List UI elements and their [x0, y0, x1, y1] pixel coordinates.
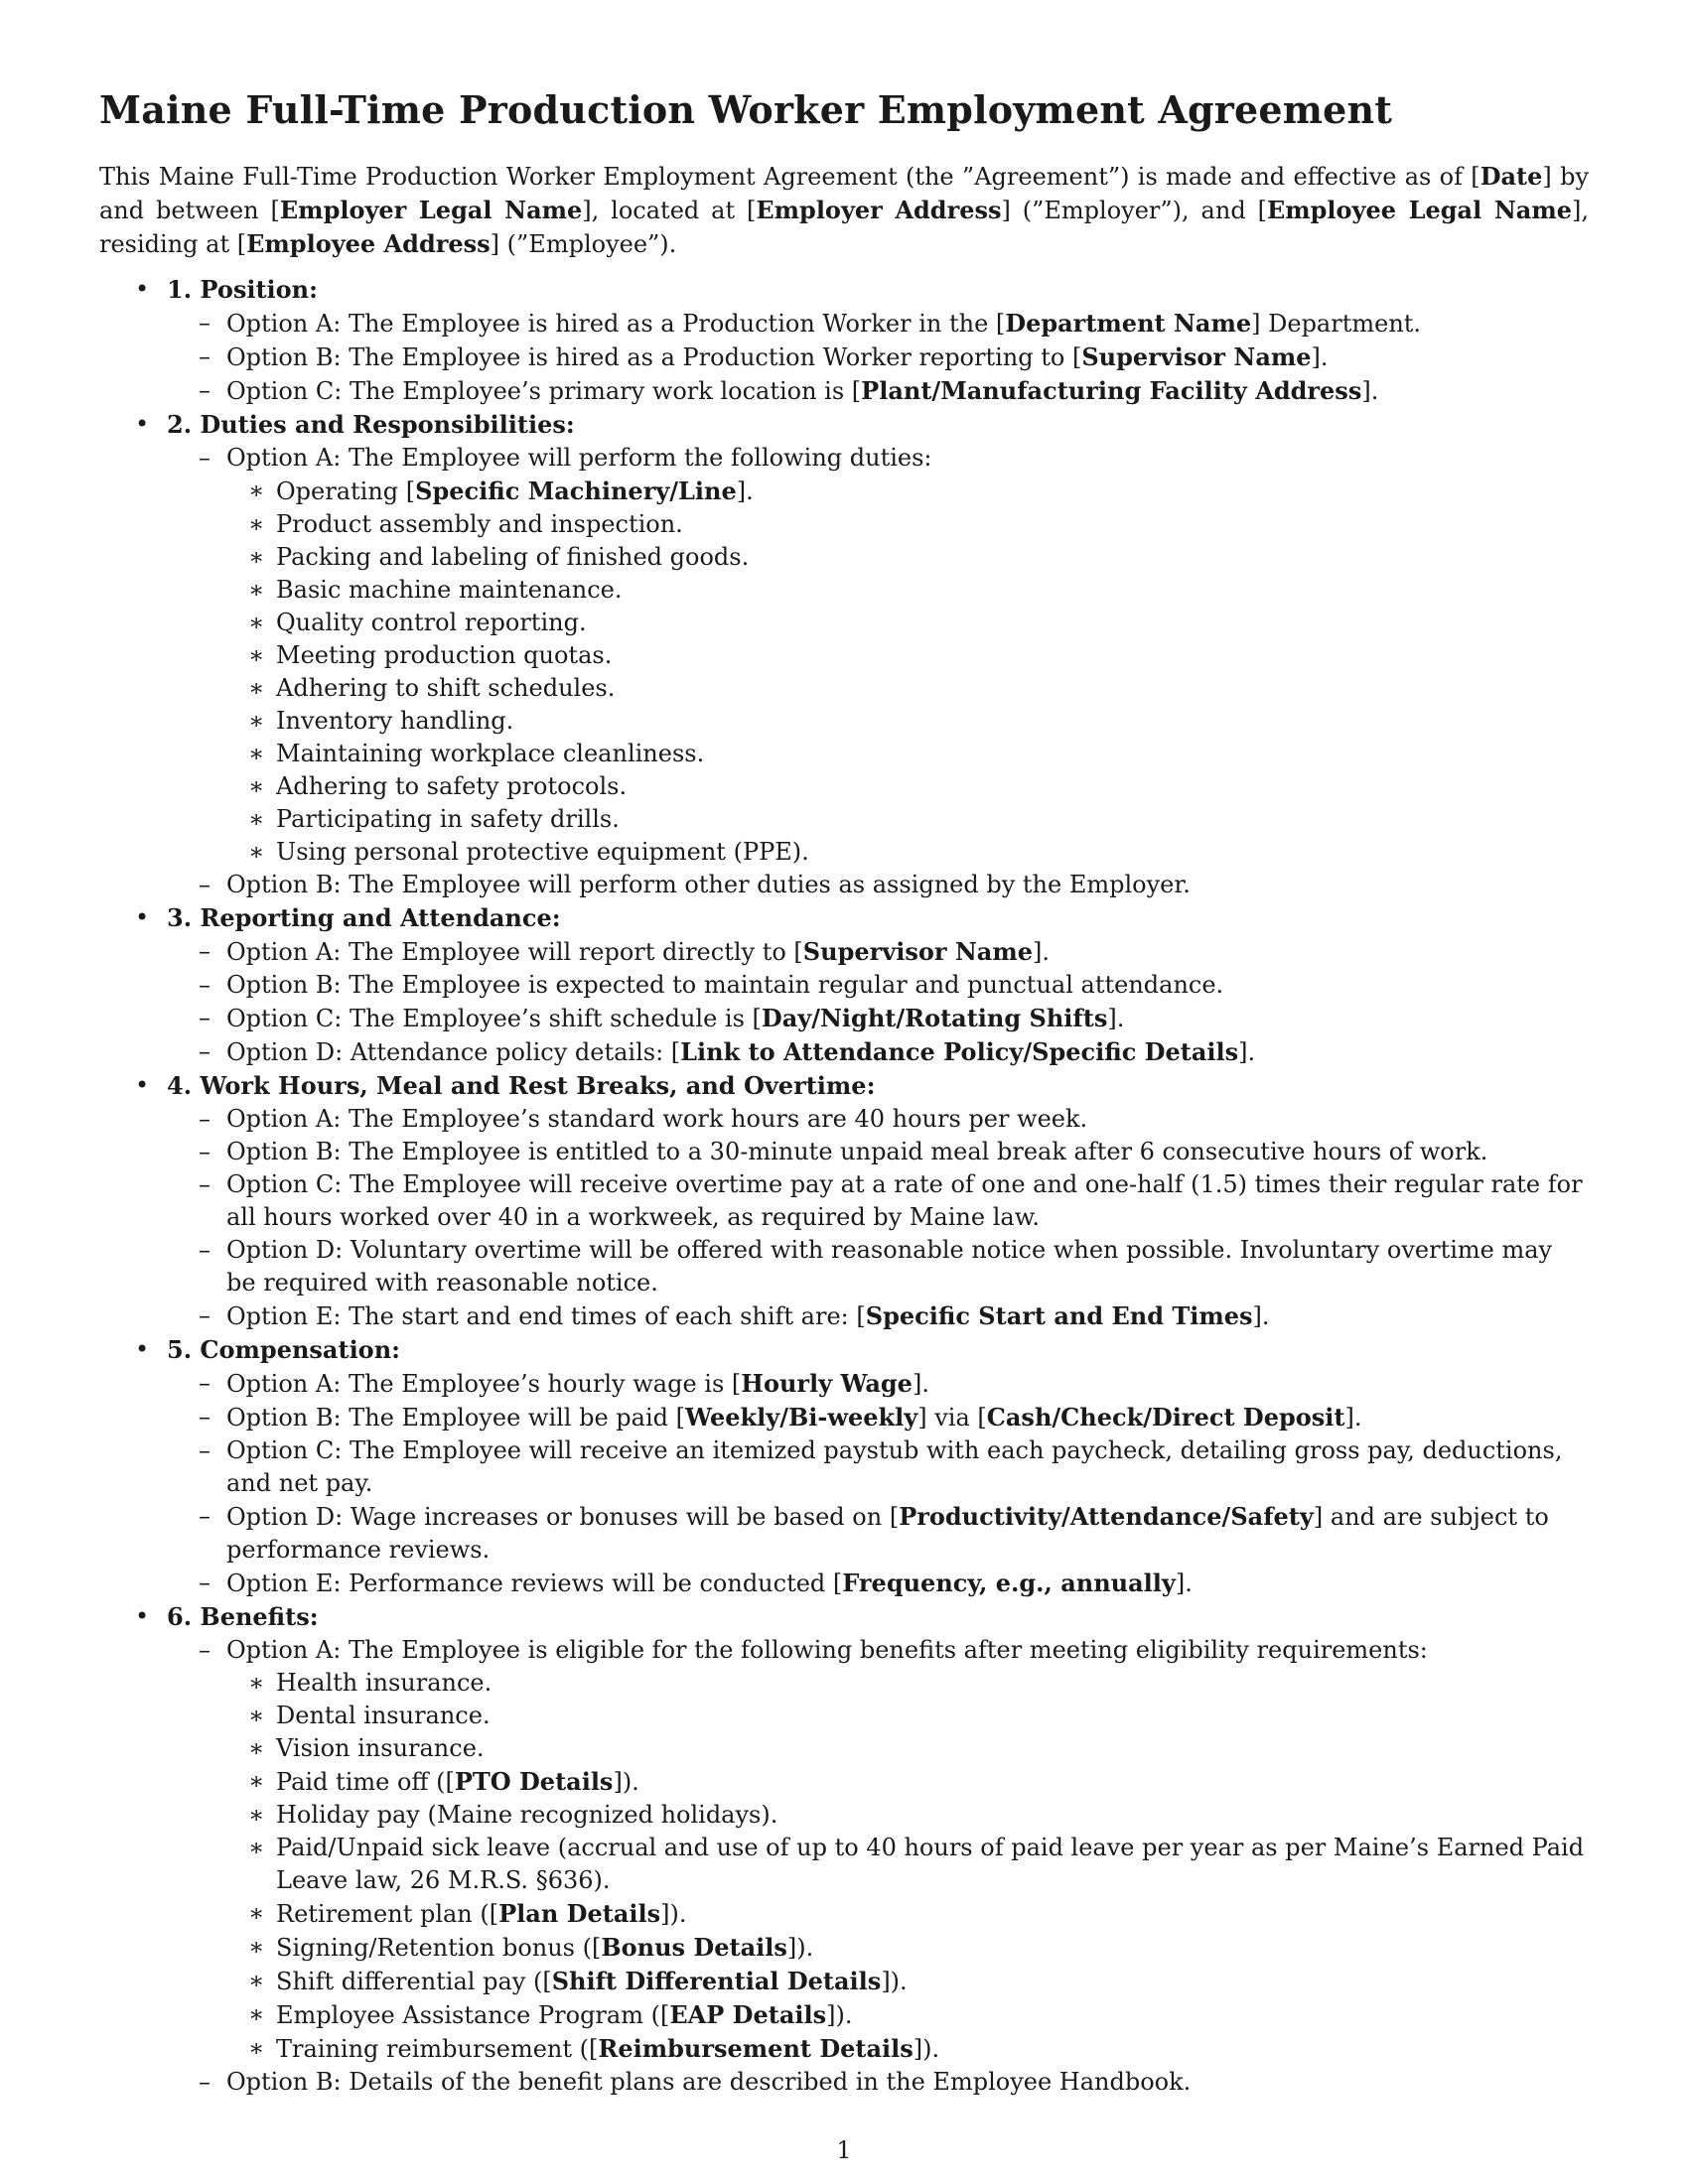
list-item: [226, 475, 1589, 508]
list-item: [226, 1998, 1589, 2032]
dash-icon: –: [199, 971, 211, 999]
option-text: ].: [1252, 1302, 1270, 1330]
benefit-list: [226, 1667, 1589, 2066]
option-text: Option E: Performance reviews will be conducted [: [226, 1570, 843, 1597]
asterisk-icon: ∗: [248, 2034, 265, 2062]
option-text: Option C: The Employee’s primary work location is [: [226, 377, 862, 405]
page-number: 1: [836, 2136, 852, 2164]
dash-icon: –: [199, 342, 211, 370]
option-text: Option B: Details of the benefit plans are described in the Employee Handbook.: [226, 2068, 1192, 2096]
dash-icon: –: [199, 309, 211, 337]
option-item: [167, 1168, 1589, 1234]
list-item: [226, 836, 1589, 869]
placeholder: Day/Night/Rotating Shifts: [761, 1004, 1108, 1032]
section-list: [99, 273, 1589, 2099]
list-item: [226, 803, 1589, 836]
option-text: Option D: Wage increases or bonuses will be based on [: [226, 1503, 900, 1531]
option-text: ].: [1175, 1570, 1193, 1597]
placeholder: Department Name: [1005, 309, 1252, 338]
option-item: [167, 1434, 1589, 1500]
asterisk-icon: ∗: [248, 1669, 265, 1697]
placeholder: Specific Start and End Times: [865, 1301, 1253, 1330]
item-text: Employee Assistance Program ([: [276, 2001, 670, 2029]
placeholder: Plan Details: [498, 1899, 661, 1928]
asterisk-icon: ∗: [248, 576, 265, 604]
item-text: Signing/Retention bonus ([: [276, 1934, 602, 1962]
option-item: [167, 969, 1589, 1002]
asterisk-icon: ∗: [248, 1899, 265, 1927]
section-duties: [99, 408, 1589, 901]
section-work-hours: [99, 1069, 1589, 1333]
placeholder: Reimbursement Details: [598, 2034, 914, 2063]
intro-text: ], residing at [: [99, 197, 1589, 258]
placeholder: EAP Details: [669, 2000, 827, 2029]
option-list: [167, 1103, 1589, 1333]
intro-text: ] (”Employer”), and [: [1001, 197, 1267, 224]
asterisk-icon: ∗: [248, 2000, 265, 2028]
list-item: [226, 738, 1589, 770]
item-text: Vision insurance.: [276, 1734, 485, 1762]
list-item: [226, 1897, 1589, 1931]
placeholder: PTO Details: [454, 1767, 614, 1796]
placeholder-employee-name: Employee Legal Name: [1266, 196, 1572, 224]
option-text: Option D: Voluntary overtime will be offered with reasonable notice when possible. Involuntary overtime may be required with reasonable notice.: [226, 1236, 1553, 1297]
list-item: [226, 1700, 1589, 1732]
option-item: [167, 341, 1589, 374]
option-text: Option D: Attendance policy details: [: [226, 1038, 681, 1066]
list-item: [226, 508, 1589, 541]
list-item: [226, 1732, 1589, 1765]
option-item: [167, 1500, 1589, 1567]
placeholder-employer-name: Employer Legal Name: [279, 196, 583, 224]
item-text: Retirement plan ([: [276, 1900, 499, 1928]
option-text: ] Department.: [1251, 310, 1422, 338]
item-text: Using personal protective equipment (PPE).: [276, 838, 809, 866]
list-item: [226, 705, 1589, 738]
item-text: Inventory handling.: [276, 707, 514, 735]
option-list: [167, 935, 1589, 1069]
placeholder-employer-address: Employer Address: [756, 196, 1002, 224]
list-item: [226, 574, 1589, 607]
option-item: [167, 1234, 1589, 1299]
option-text: ].: [1344, 1404, 1362, 1432]
asterisk-icon: ∗: [248, 772, 265, 800]
option-item: [167, 869, 1589, 901]
option-item: [167, 307, 1589, 341]
section-position: [99, 273, 1589, 408]
item-text: Paid time off ([: [276, 1768, 455, 1796]
dash-icon: –: [199, 1301, 211, 1329]
item-text: Training reimbursement ([: [276, 2035, 599, 2063]
dash-icon: –: [199, 937, 211, 965]
item-text: ]).: [913, 2035, 940, 2063]
asterisk-icon: ∗: [248, 1834, 265, 1861]
option-text: Option B: The Employee is hired as a Production Worker reporting to [: [226, 343, 1082, 371]
dash-icon: –: [199, 444, 211, 472]
option-text: Option B: The Employee will perform other duties as assigned by the Employer.: [226, 871, 1191, 898]
list-item: [226, 607, 1589, 639]
option-text: Option B: The Employee is entitled to a 30-minute unpaid meal break after 6 consecutive hours of work.: [226, 1138, 1488, 1165]
asterisk-icon: ∗: [248, 641, 265, 669]
dash-icon: –: [199, 1105, 211, 1133]
item-text: Adhering to shift schedules.: [276, 674, 616, 702]
item-text: Adhering to safety protocols.: [276, 772, 628, 800]
list-item: [226, 639, 1589, 672]
option-list: [167, 1634, 1589, 2099]
list-item: [226, 1667, 1589, 1700]
option-text: ].: [1033, 938, 1050, 966]
intro-text: This Maine Full-Time Production Worker Employment Agreement (the ”Agreement”) is made and effective as of [: [99, 163, 1480, 191]
placeholder: Cash/Check/Direct Deposit: [986, 1403, 1345, 1432]
option-item: [167, 1103, 1589, 1136]
option-text: Option B: The Employee will be paid [: [226, 1404, 685, 1432]
option-text: Option E: The start and end times of each shift are: [: [226, 1302, 866, 1330]
asterisk-icon: ∗: [248, 1933, 265, 1961]
placeholder-date: Date: [1479, 162, 1543, 191]
document-page: [99, 87, 1589, 2099]
option-item: [167, 1035, 1589, 1069]
duty-list: [226, 475, 1589, 869]
option-text: ].: [1311, 343, 1329, 371]
asterisk-icon: ∗: [248, 609, 265, 636]
option-item: [167, 2066, 1589, 2099]
section-heading: 2. Duties and Responsibilities:: [167, 410, 575, 439]
section-heading: 3. Reporting and Attendance:: [167, 903, 561, 932]
dash-icon: –: [199, 1436, 211, 1464]
placeholder: Specific Machinery/Line: [415, 477, 737, 505]
option-text: ] via [: [917, 1404, 987, 1432]
section-benefits: [99, 1600, 1589, 2099]
placeholder: Hourly Wage: [741, 1369, 913, 1398]
section-reporting: [99, 901, 1589, 1069]
asterisk-icon: ∗: [248, 838, 265, 866]
option-text: ].: [1107, 1005, 1125, 1032]
option-text: Option A: The Employee will perform the following duties:: [226, 444, 932, 472]
placeholder: Bonus Details: [601, 1933, 787, 1962]
asterisk-icon: ∗: [248, 510, 265, 538]
asterisk-icon: ∗: [248, 707, 265, 735]
placeholder: Link to Attendance Policy/Specific Details: [680, 1037, 1239, 1066]
dash-icon: –: [199, 1004, 211, 1031]
item-text: Participating in safety drills.: [276, 805, 620, 833]
option-item: [167, 442, 1589, 869]
asterisk-icon: ∗: [248, 1967, 265, 1994]
option-list: [167, 307, 1589, 408]
option-list: [167, 1367, 1589, 1600]
item-text: ]).: [826, 2001, 853, 2029]
list-item: [226, 1765, 1589, 1799]
intro-text: ] (”Employee”).: [490, 230, 677, 258]
asterisk-icon: ∗: [248, 805, 265, 833]
dash-icon: –: [199, 1037, 211, 1065]
option-text: Option B: The Employee is expected to maintain regular and punctual attendance.: [226, 971, 1224, 999]
placeholder: Productivity/Attendance/Safety: [899, 1502, 1314, 1531]
option-text: ].: [912, 1370, 929, 1398]
asterisk-icon: ∗: [248, 1734, 265, 1762]
bullet-icon: •: [135, 903, 150, 931]
document-title: Maine Full-Time Production Worker Employment Agreement: [99, 87, 1393, 132]
option-item: [167, 935, 1589, 969]
option-text: Option A: The Employee will report directly to [: [226, 938, 803, 966]
item-text: Holiday pay (Maine recognized holidays).: [276, 1801, 778, 1829]
option-list: [167, 442, 1589, 901]
option-text: ] and are subject to performance reviews.: [226, 1503, 1549, 1564]
item-text: Health insurance.: [276, 1669, 492, 1697]
item-text: ]).: [613, 1768, 639, 1796]
asterisk-icon: ∗: [248, 477, 265, 504]
asterisk-icon: ∗: [248, 543, 265, 571]
dash-icon: –: [199, 376, 211, 404]
dash-icon: –: [199, 1569, 211, 1596]
item-text: ].: [736, 478, 754, 505]
list-item: [226, 541, 1589, 574]
section-heading: 5. Compensation:: [167, 1335, 400, 1364]
placeholder: Plant/Manufacturing Facility Address: [861, 376, 1362, 405]
bullet-icon: •: [135, 1071, 150, 1099]
option-item: [167, 1367, 1589, 1401]
placeholder-employee-address: Employee Address: [246, 229, 491, 258]
item-text: Shift differential pay ([: [276, 1968, 552, 1995]
asterisk-icon: ∗: [248, 740, 265, 767]
bullet-icon: •: [135, 1335, 150, 1363]
list-item: [226, 1965, 1589, 1998]
dash-icon: –: [199, 1236, 211, 1264]
intro-paragraph: [99, 160, 1589, 261]
item-text: Quality control reporting.: [276, 609, 587, 636]
item-text: ]).: [660, 1900, 687, 1928]
intro-text: ] by and between [: [99, 163, 1589, 224]
bullet-icon: •: [135, 275, 150, 303]
option-item: [167, 1567, 1589, 1600]
placeholder: Supervisor Name: [1081, 342, 1312, 371]
dash-icon: –: [199, 1369, 211, 1397]
placeholder: Shift Differential Details: [551, 1967, 882, 1995]
list-item: [226, 1931, 1589, 1965]
dash-icon: –: [199, 1170, 211, 1198]
item-text: Basic machine maintenance.: [276, 576, 623, 604]
item-text: Maintaining workplace cleanliness.: [276, 740, 705, 767]
item-text: ]).: [881, 1968, 908, 1995]
dash-icon: –: [199, 1403, 211, 1431]
intro-text: ], located at [: [582, 197, 757, 224]
list-item: [226, 1799, 1589, 1832]
asterisk-icon: ∗: [248, 674, 265, 702]
option-text: Option A: The Employee’s hourly wage is [: [226, 1370, 742, 1398]
option-item: [167, 374, 1589, 408]
item-text: Product assembly and inspection.: [276, 510, 683, 538]
dash-icon: –: [199, 1138, 211, 1165]
list-item: [226, 2032, 1589, 2066]
list-item: [226, 1832, 1589, 1897]
option-text: ].: [1238, 1038, 1256, 1066]
item-text: Meeting production quotas.: [276, 641, 613, 669]
section-compensation: [99, 1333, 1589, 1600]
option-text: Option A: The Employee is hired as a Production Worker in the [: [226, 310, 1006, 338]
item-text: Operating [: [276, 478, 416, 505]
placeholder: Supervisor Name: [802, 937, 1033, 966]
dash-icon: –: [199, 1636, 211, 1664]
asterisk-icon: ∗: [248, 1702, 265, 1729]
option-text: Option C: The Employee will receive an itemized paystub with each paycheck, detailing gross pay, deductions, and net pay.: [226, 1436, 1563, 1497]
option-text: Option C: The Employee’s shift schedule is [: [226, 1005, 762, 1032]
option-item: [167, 1634, 1589, 2066]
option-text: ].: [1361, 377, 1379, 405]
dash-icon: –: [199, 1502, 211, 1530]
option-item: [167, 1002, 1589, 1035]
section-heading: 6. Benefits:: [167, 1602, 319, 1631]
item-text: Paid/Unpaid sick leave (accrual and use of up to 40 hours of paid leave per year as per Maine’s Earned Paid Leave law, 26 M.R.S. §636).: [276, 1834, 1585, 1894]
option-item: [167, 1299, 1589, 1333]
asterisk-icon: ∗: [248, 1767, 265, 1795]
bullet-icon: •: [135, 1602, 150, 1630]
option-text: Option C: The Employee will receive overtime pay at a rate of one and one-half (1.5) times their regular rate for all hours worked over 40 in a workweek, as required by Maine law.: [226, 1170, 1583, 1231]
option-text: Option A: The Employee is eligible for the following benefits after meeting eligibility requirements:: [226, 1636, 1428, 1664]
list-item: [226, 672, 1589, 705]
option-item: [167, 1401, 1589, 1434]
section-heading: 4. Work Hours, Meal and Rest Breaks, and Overtime:: [167, 1071, 876, 1100]
placeholder: Weekly/Bi-weekly: [685, 1403, 918, 1432]
item-text: Dental insurance.: [276, 1702, 491, 1729]
dash-icon: –: [199, 2068, 211, 2096]
list-item: [226, 770, 1589, 803]
item-text: ]).: [786, 1934, 814, 1962]
placeholder: Frequency, e.g., annually: [842, 1569, 1176, 1597]
option-text: Option A: The Employee’s standard work hours are 40 hours per week.: [226, 1105, 1088, 1133]
section-heading: 1. Position:: [167, 275, 318, 304]
bullet-icon: •: [135, 410, 150, 438]
dash-icon: –: [199, 871, 211, 898]
option-item: [167, 1136, 1589, 1168]
item-text: Packing and labeling of finished goods.: [276, 543, 750, 571]
asterisk-icon: ∗: [248, 1801, 265, 1829]
